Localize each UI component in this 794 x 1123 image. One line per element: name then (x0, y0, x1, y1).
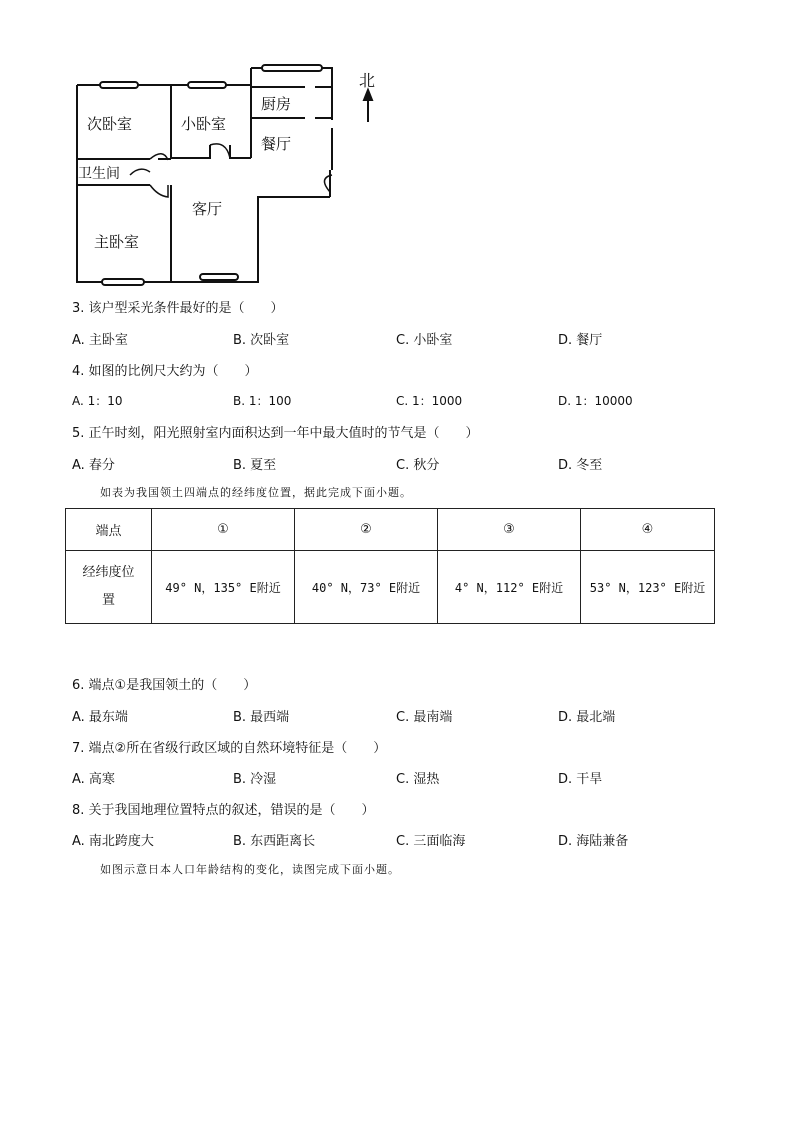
option: C. 小卧室 (396, 333, 453, 348)
table-header: ④ (581, 509, 715, 551)
option: C. 秋分 (396, 458, 440, 473)
table-header: ③ (438, 509, 581, 551)
option: A. 南北跨度大 (72, 834, 154, 849)
option: C. 三面临海 (396, 834, 466, 849)
room-label: 餐厅 (261, 135, 292, 153)
option: D. 餐厅 (558, 333, 603, 348)
option: A. 高寒 (72, 772, 115, 787)
intro-text: 如表为我国领土四端点的经纬度位置，据此完成下面小题。 (100, 486, 412, 499)
option: B. 夏至 (233, 458, 277, 473)
room-label: 客厅 (192, 200, 223, 218)
table-cell: 49° N，135° E附近 (152, 551, 295, 624)
floor-plan (0, 0, 400, 300)
option: B. 1：100 (233, 394, 292, 408)
option: D. 干旱 (558, 772, 603, 787)
table-cell: 53° N，123° E附近 (581, 551, 715, 624)
room-label: 卫生间 (78, 166, 120, 182)
room-label: 小卧室 (181, 115, 227, 133)
table-cell: 40° N，73° E附近 (295, 551, 438, 624)
option: C. 最南端 (396, 710, 453, 725)
table-header: ① (152, 509, 295, 551)
option: C. 湿热 (396, 772, 440, 787)
room-label: 厨房 (261, 95, 292, 113)
option: D. 冬至 (558, 458, 603, 473)
table-cell: 4° N，112° E附近 (438, 551, 581, 624)
option: A. 春分 (72, 458, 115, 473)
option: D. 最北端 (558, 710, 616, 725)
option: C. 1：1000 (396, 394, 463, 408)
option: A. 最东端 (72, 710, 128, 725)
question-3: 3. 该户型采光条件最好的是（ ） (72, 301, 284, 316)
option: D. 1：10000 (558, 394, 633, 408)
room-label: 次卧室 (87, 115, 133, 133)
option: A. 主卧室 (72, 333, 128, 348)
question-4: 4. 如图的比例尺大约为（ ） (72, 364, 258, 379)
north-arrow-icon (364, 90, 372, 122)
question-6: 6. 端点①是我国领土的（ ） (72, 678, 257, 693)
option: D. 海陆兼备 (558, 834, 629, 849)
option: B. 冷湿 (233, 772, 277, 787)
table-cell: 经纬度位置 (66, 551, 152, 624)
question-7: 7. 端点②所在省级行政区域的自然环境特征是（ ） (72, 741, 387, 756)
north-label: 北 (359, 71, 376, 90)
table-header: 端点 (66, 509, 152, 551)
question-5: 5. 正午时刻，阳光照射室内面积达到一年中最大值时的节气是（ ） (72, 426, 479, 441)
option: B. 东西距离长 (233, 834, 316, 849)
option: B. 次卧室 (233, 333, 290, 348)
endpoints-table (65, 508, 715, 624)
intro-text: 如图示意日本人口年龄结构的变化，读图完成下面小题。 (100, 863, 400, 876)
option: B. 最西端 (233, 710, 290, 725)
question-8: 8. 关于我国地理位置特点的叙述，错误的是（ ） (72, 803, 375, 818)
room-label: 主卧室 (94, 233, 140, 251)
table-header: ② (295, 509, 438, 551)
option: A. 1：10 (72, 394, 123, 408)
